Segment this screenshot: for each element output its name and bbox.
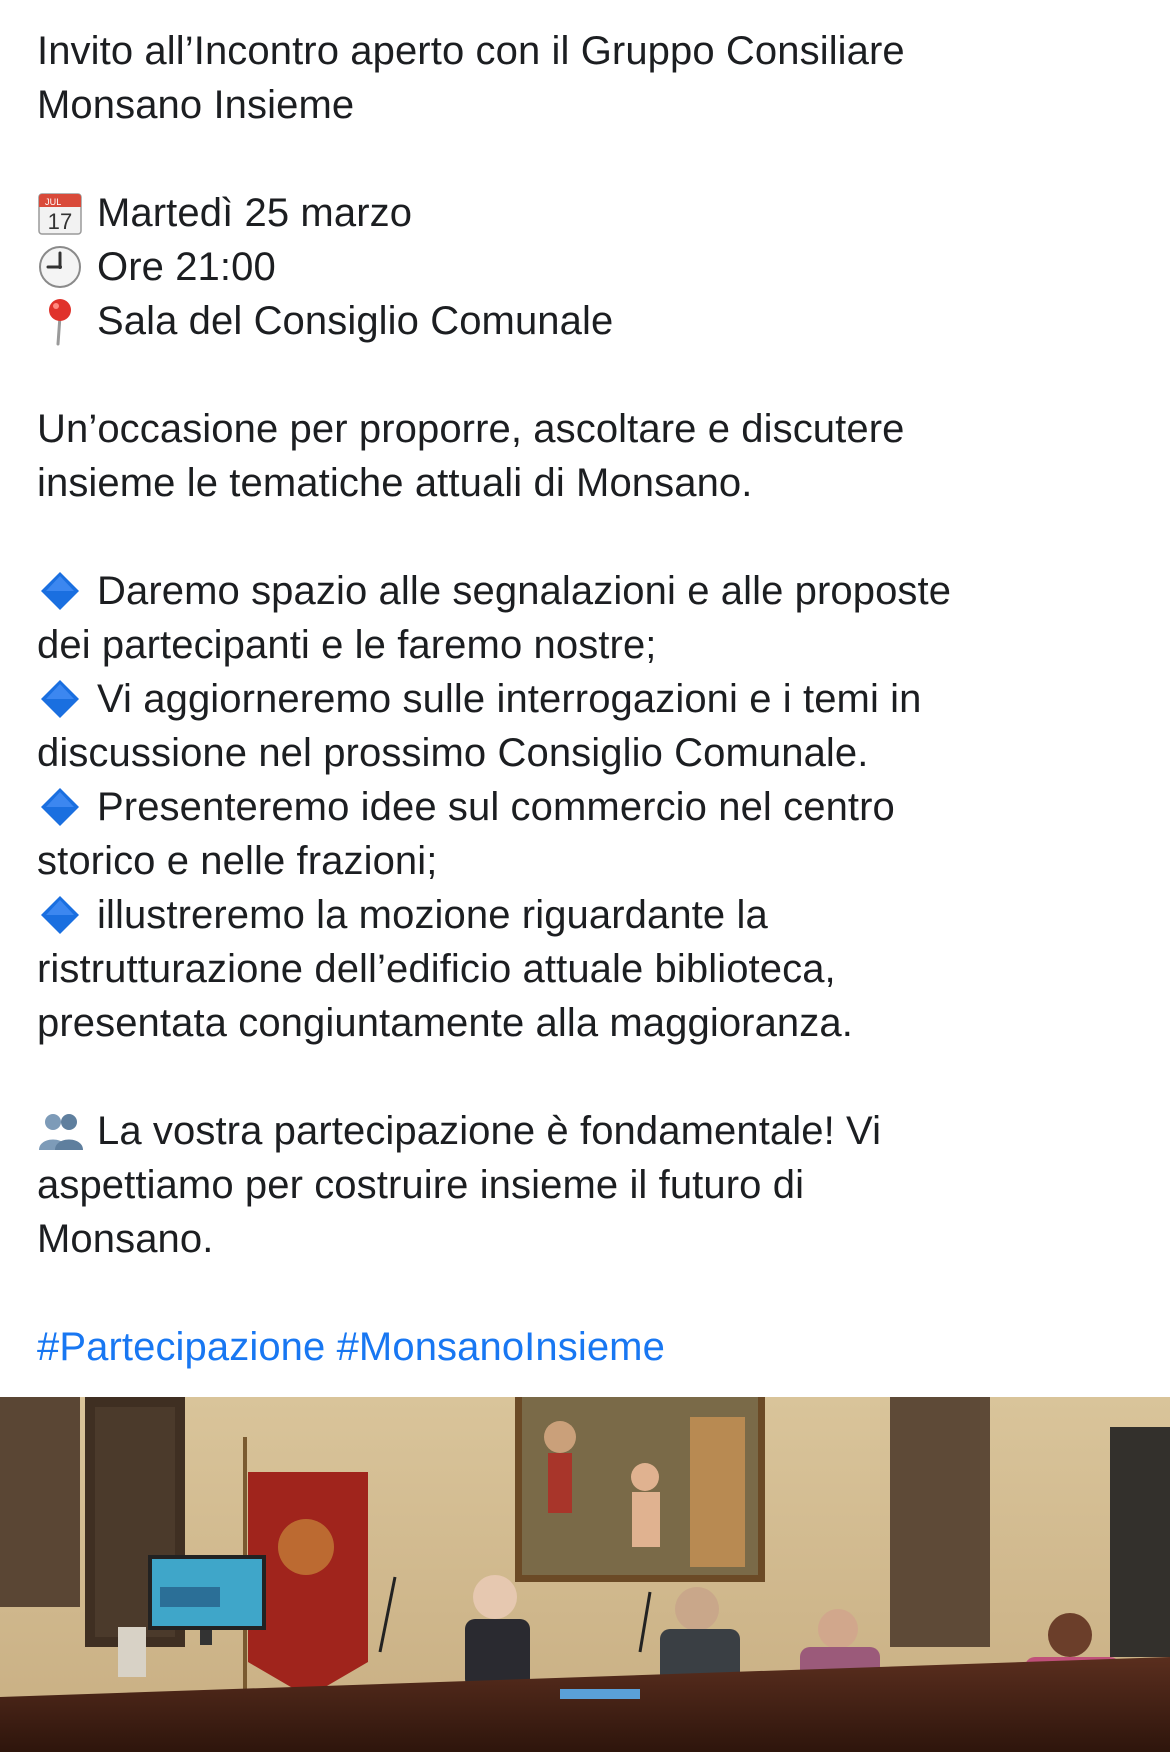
blue-diamond-icon	[37, 888, 97, 942]
bullet-2-text: Vi aggiorneremo sulle interrogazioni e i temi in	[97, 677, 922, 721]
bullet-4-continuation-2: presentata congiuntamente alla maggioranza.	[37, 1001, 853, 1045]
bullet-4-text: illustreremo la mozione riguardante la	[97, 893, 768, 937]
paragraph-spacer	[37, 1050, 1147, 1104]
hashtag-partecipazione[interactable]: #Partecipazione	[37, 1325, 326, 1369]
event-location-text: Sala del Consiglio Comunale	[97, 299, 614, 343]
intro-line-2: insieme le tematiche attuali di Monsano.	[37, 461, 753, 505]
post-body	[37, 24, 1147, 1374]
bullet-3-text: Presenteremo idee sul commercio nel centro	[97, 785, 895, 829]
event-location	[37, 294, 1147, 348]
paragraph-spacer	[37, 1266, 1147, 1320]
hashtag-row	[37, 1320, 1147, 1374]
event-date-text: Martedì 25 marzo	[97, 191, 413, 235]
svg-text:17: 17	[47, 209, 73, 234]
closing-line	[37, 1104, 1147, 1158]
paragraph-spacer	[37, 348, 1147, 402]
hashtag-monsanoinsieme[interactable]: #MonsanoInsieme	[336, 1325, 665, 1369]
blue-diamond-icon	[37, 564, 97, 618]
bullet-4-continuation-1: ristrutturazione dell’edificio attuale biblioteca,	[37, 947, 836, 991]
bullet-1	[37, 564, 1147, 618]
pin-icon	[37, 294, 97, 348]
bullet-3-continuation: storico e nelle frazioni;	[37, 839, 438, 883]
bullet-1-continuation: dei partecipanti e le faremo nostre;	[37, 623, 657, 667]
closing-text: La vostra partecipazione è fondamentale! Vi	[97, 1109, 882, 1153]
blue-diamond-icon	[37, 672, 97, 726]
post-title-line-2: Monsano Insieme	[37, 83, 355, 127]
bullet-2	[37, 672, 1147, 726]
people-icon	[37, 1104, 97, 1158]
svg-text:JUL: JUL	[45, 197, 62, 207]
post-photo[interactable]	[0, 1397, 1170, 1752]
closing-continuation-1: aspettiamo per costruire insieme il futuro di	[37, 1163, 805, 1207]
event-date	[37, 186, 1147, 240]
closing-continuation-2: Monsano.	[37, 1217, 214, 1261]
post-title-line-1: Invito all’Incontro aperto con il Gruppo Consiliare	[37, 29, 905, 73]
bullet-3	[37, 780, 1147, 834]
paragraph-spacer	[37, 132, 1147, 186]
clock-icon	[37, 240, 97, 294]
bullet-1-text: Daremo spazio alle segnalazioni e alle proposte	[97, 569, 952, 613]
bullet-4	[37, 888, 1147, 942]
event-time-text: Ore 21:00	[97, 245, 276, 289]
calendar-icon	[37, 186, 97, 240]
event-time	[37, 240, 1147, 294]
blue-diamond-icon	[37, 780, 97, 834]
bullet-2-continuation: discussione nel prossimo Consiglio Comunale.	[37, 731, 869, 775]
intro-line-1: Un’occasione per proporre, ascoltare e discutere	[37, 407, 905, 451]
paragraph-spacer	[37, 510, 1147, 564]
